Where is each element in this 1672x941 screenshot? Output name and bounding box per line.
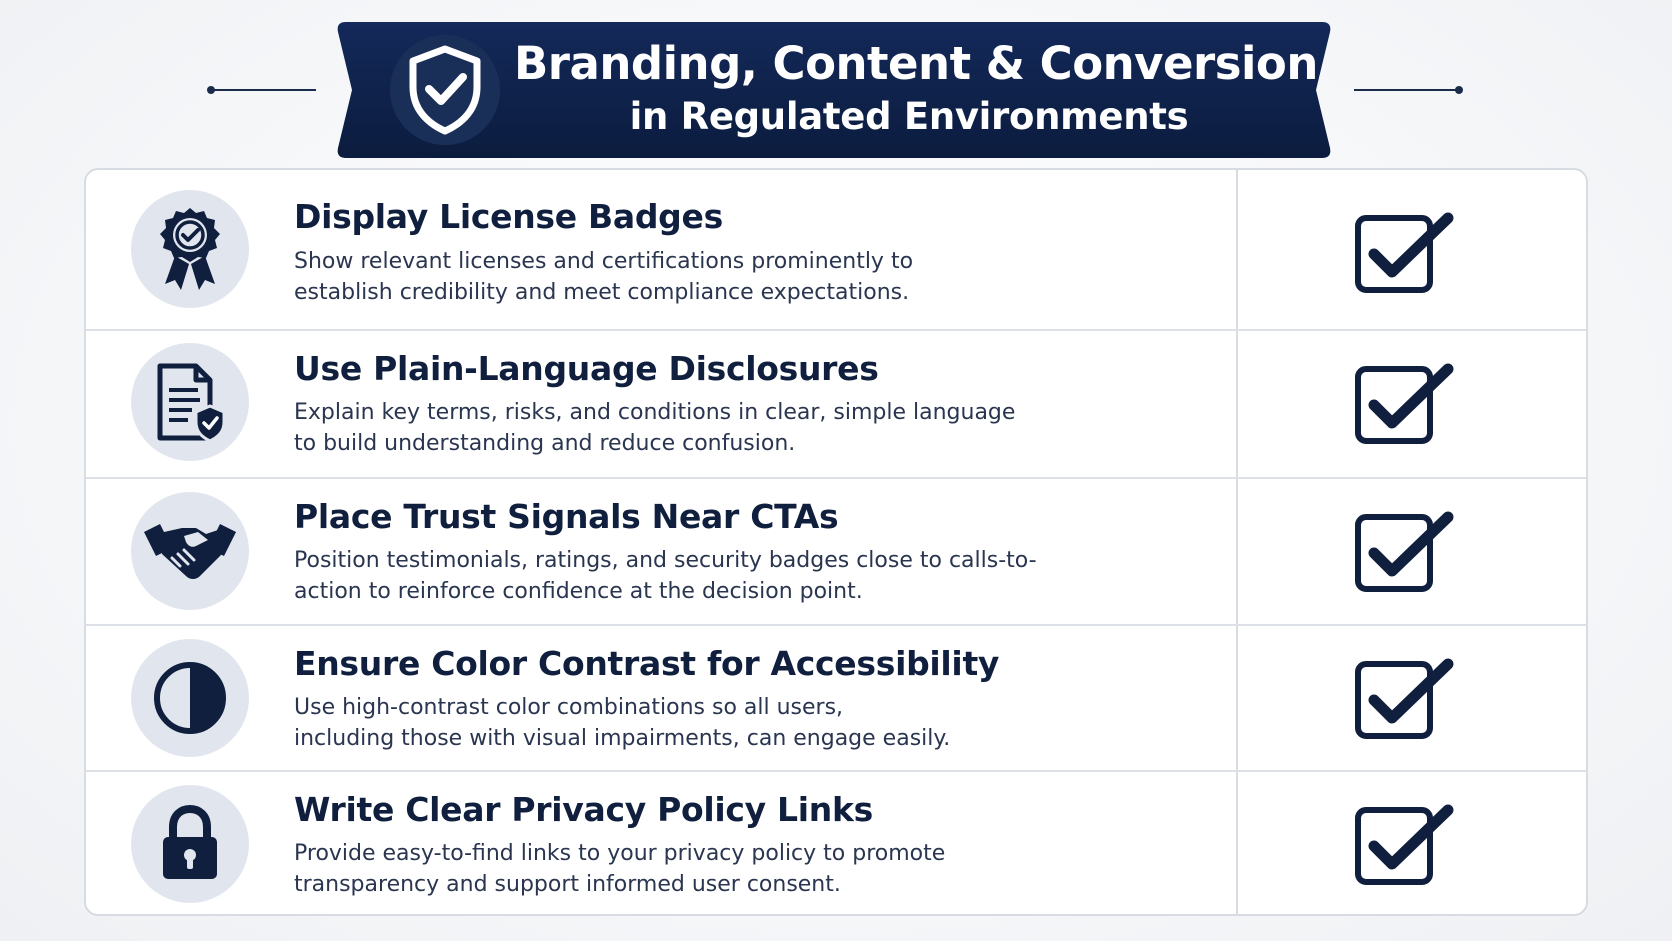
item-description: Use high-contrast color combinations so all users, including those with visual impairments, can engage easily. [294,695,951,751]
icon-badge [131,190,249,308]
checklist-row [86,331,1586,477]
checkbox-checked-icon[interactable] [1354,654,1454,740]
checklist-row [86,170,1586,329]
icon-badge [131,785,249,903]
checkbox-checked-icon[interactable] [1354,208,1454,294]
checklist-row [86,772,1586,916]
item-description: Position testimonials, ratings, and security badges close to calls-to- action to reinforce confidence at the decision point. [294,548,1037,604]
checkbox-checked-icon[interactable] [1354,507,1454,593]
award-badge-icon [155,206,225,292]
icon-badge [131,639,249,757]
banner-emblem [390,35,500,145]
item-title: Use Plain-Language Disclosures [294,349,879,388]
item-description: Show relevant licenses and certifications prominently to establish credibility and meet compliance expectations. [294,249,914,305]
header-divider-left [210,89,316,91]
page-title: Branding, Content & Conversion [514,37,1318,90]
item-title: Place Trust Signals Near CTAs [294,497,839,536]
checklist-row [86,626,1586,770]
checkbox-checked-icon[interactable] [1354,359,1454,445]
contrast-icon [151,659,229,737]
padlock-icon [159,805,221,883]
header-banner [336,22,1332,158]
divider-dot [1455,86,1463,94]
item-title: Ensure Color Contrast for Accessibility [294,644,1000,683]
checkbox-checked-icon[interactable] [1354,800,1454,886]
shield-check-icon [405,45,485,135]
item-title: Write Clear Privacy Policy Links [294,790,873,829]
document-shield-icon [152,362,228,442]
item-title: Display License Badges [294,197,723,236]
item-description: Explain key terms, risks, and conditions in clear, simple language to build understanding and reduce confusion. [294,400,1016,456]
icon-badge [131,492,249,610]
icon-badge [131,343,249,461]
item-description: Provide easy-to-find links to your privacy policy to promote transparency and support informed user consent. [294,841,946,897]
handshake-icon [142,518,238,584]
checklist-panel [84,168,1588,916]
header-divider-right [1354,89,1460,91]
divider-dot [207,86,215,94]
page-subtitle: in Regulated Environments [629,95,1189,138]
checklist-row [86,479,1586,624]
